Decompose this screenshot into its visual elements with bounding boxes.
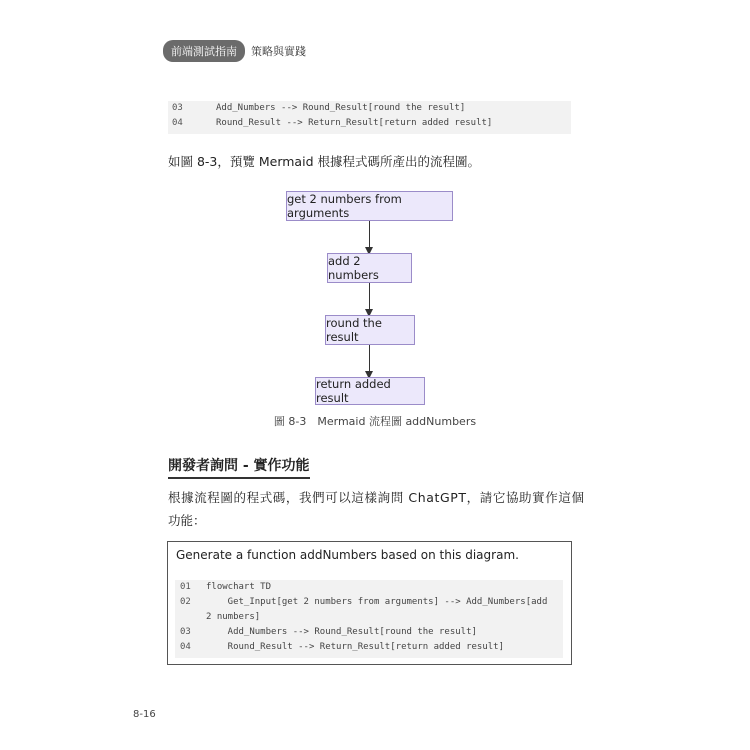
flowchart-arrow [369, 283, 370, 316]
flowchart-node-round-result: round the result [325, 315, 415, 345]
running-header [163, 40, 306, 62]
line-number: 04 [172, 118, 183, 128]
code-text: Add_Numbers --> Round_Result[round the result] [206, 627, 477, 637]
line-number: 03 [172, 103, 183, 113]
code-text: Round_Result --> Return_Result[return added result] [206, 642, 505, 652]
code-line [175, 595, 563, 610]
code-line [175, 610, 563, 625]
flowchart-arrow [369, 345, 370, 378]
code-block-top [168, 101, 571, 134]
figure-caption: 圖 8-3 Mermaid 流程圖 addNumbers [273, 415, 477, 428]
line-number: 01 [180, 582, 191, 592]
intro-paragraph: 如圖 8-3，預覽 Mermaid 根據程式碼所產出的流程圖。 [168, 154, 480, 169]
code-line [175, 625, 563, 640]
code-line [175, 580, 563, 595]
line-number: 03 [180, 627, 191, 637]
code-text: 2 numbers] [206, 612, 261, 622]
section-heading: 開發者詢問 - 實作功能 [168, 455, 310, 479]
body-paragraph-line-2: 功能： [168, 513, 206, 528]
code-text: Add_Numbers --> Round_Result[round the result] [216, 103, 466, 113]
book-title-badge: 前端測試指南 [163, 40, 245, 62]
flowchart-arrow [369, 221, 370, 254]
code-block-prompt [175, 580, 563, 658]
body-paragraph-line-1: 根據流程圖的程式碼，我們可以這樣詢問 ChatGPT，請它協助實作這個 [168, 490, 585, 505]
code-line [168, 116, 571, 131]
line-number: 04 [180, 642, 191, 652]
chapter-title: 策略與實踐 [251, 45, 306, 58]
page-number: 8-16 [133, 709, 156, 720]
flowchart-node-add-numbers: add 2 numbers [327, 253, 412, 283]
prompt-text: Generate a function addNumbers based on this diagram. [176, 548, 519, 562]
code-text: Round_Result --> Return_Result[return added result] [216, 118, 493, 128]
code-text: Get_Input[get 2 numbers from arguments] --> Add_Numbers[add [206, 597, 548, 607]
flowchart-node-get-input: get 2 numbers from arguments [286, 191, 453, 221]
code-line [168, 101, 571, 116]
code-text: flowchart TD [206, 582, 272, 592]
prompt-box [167, 541, 572, 665]
flowchart-node-return-result: return added result [315, 377, 425, 405]
code-line [175, 640, 563, 655]
line-number: 02 [180, 597, 191, 607]
